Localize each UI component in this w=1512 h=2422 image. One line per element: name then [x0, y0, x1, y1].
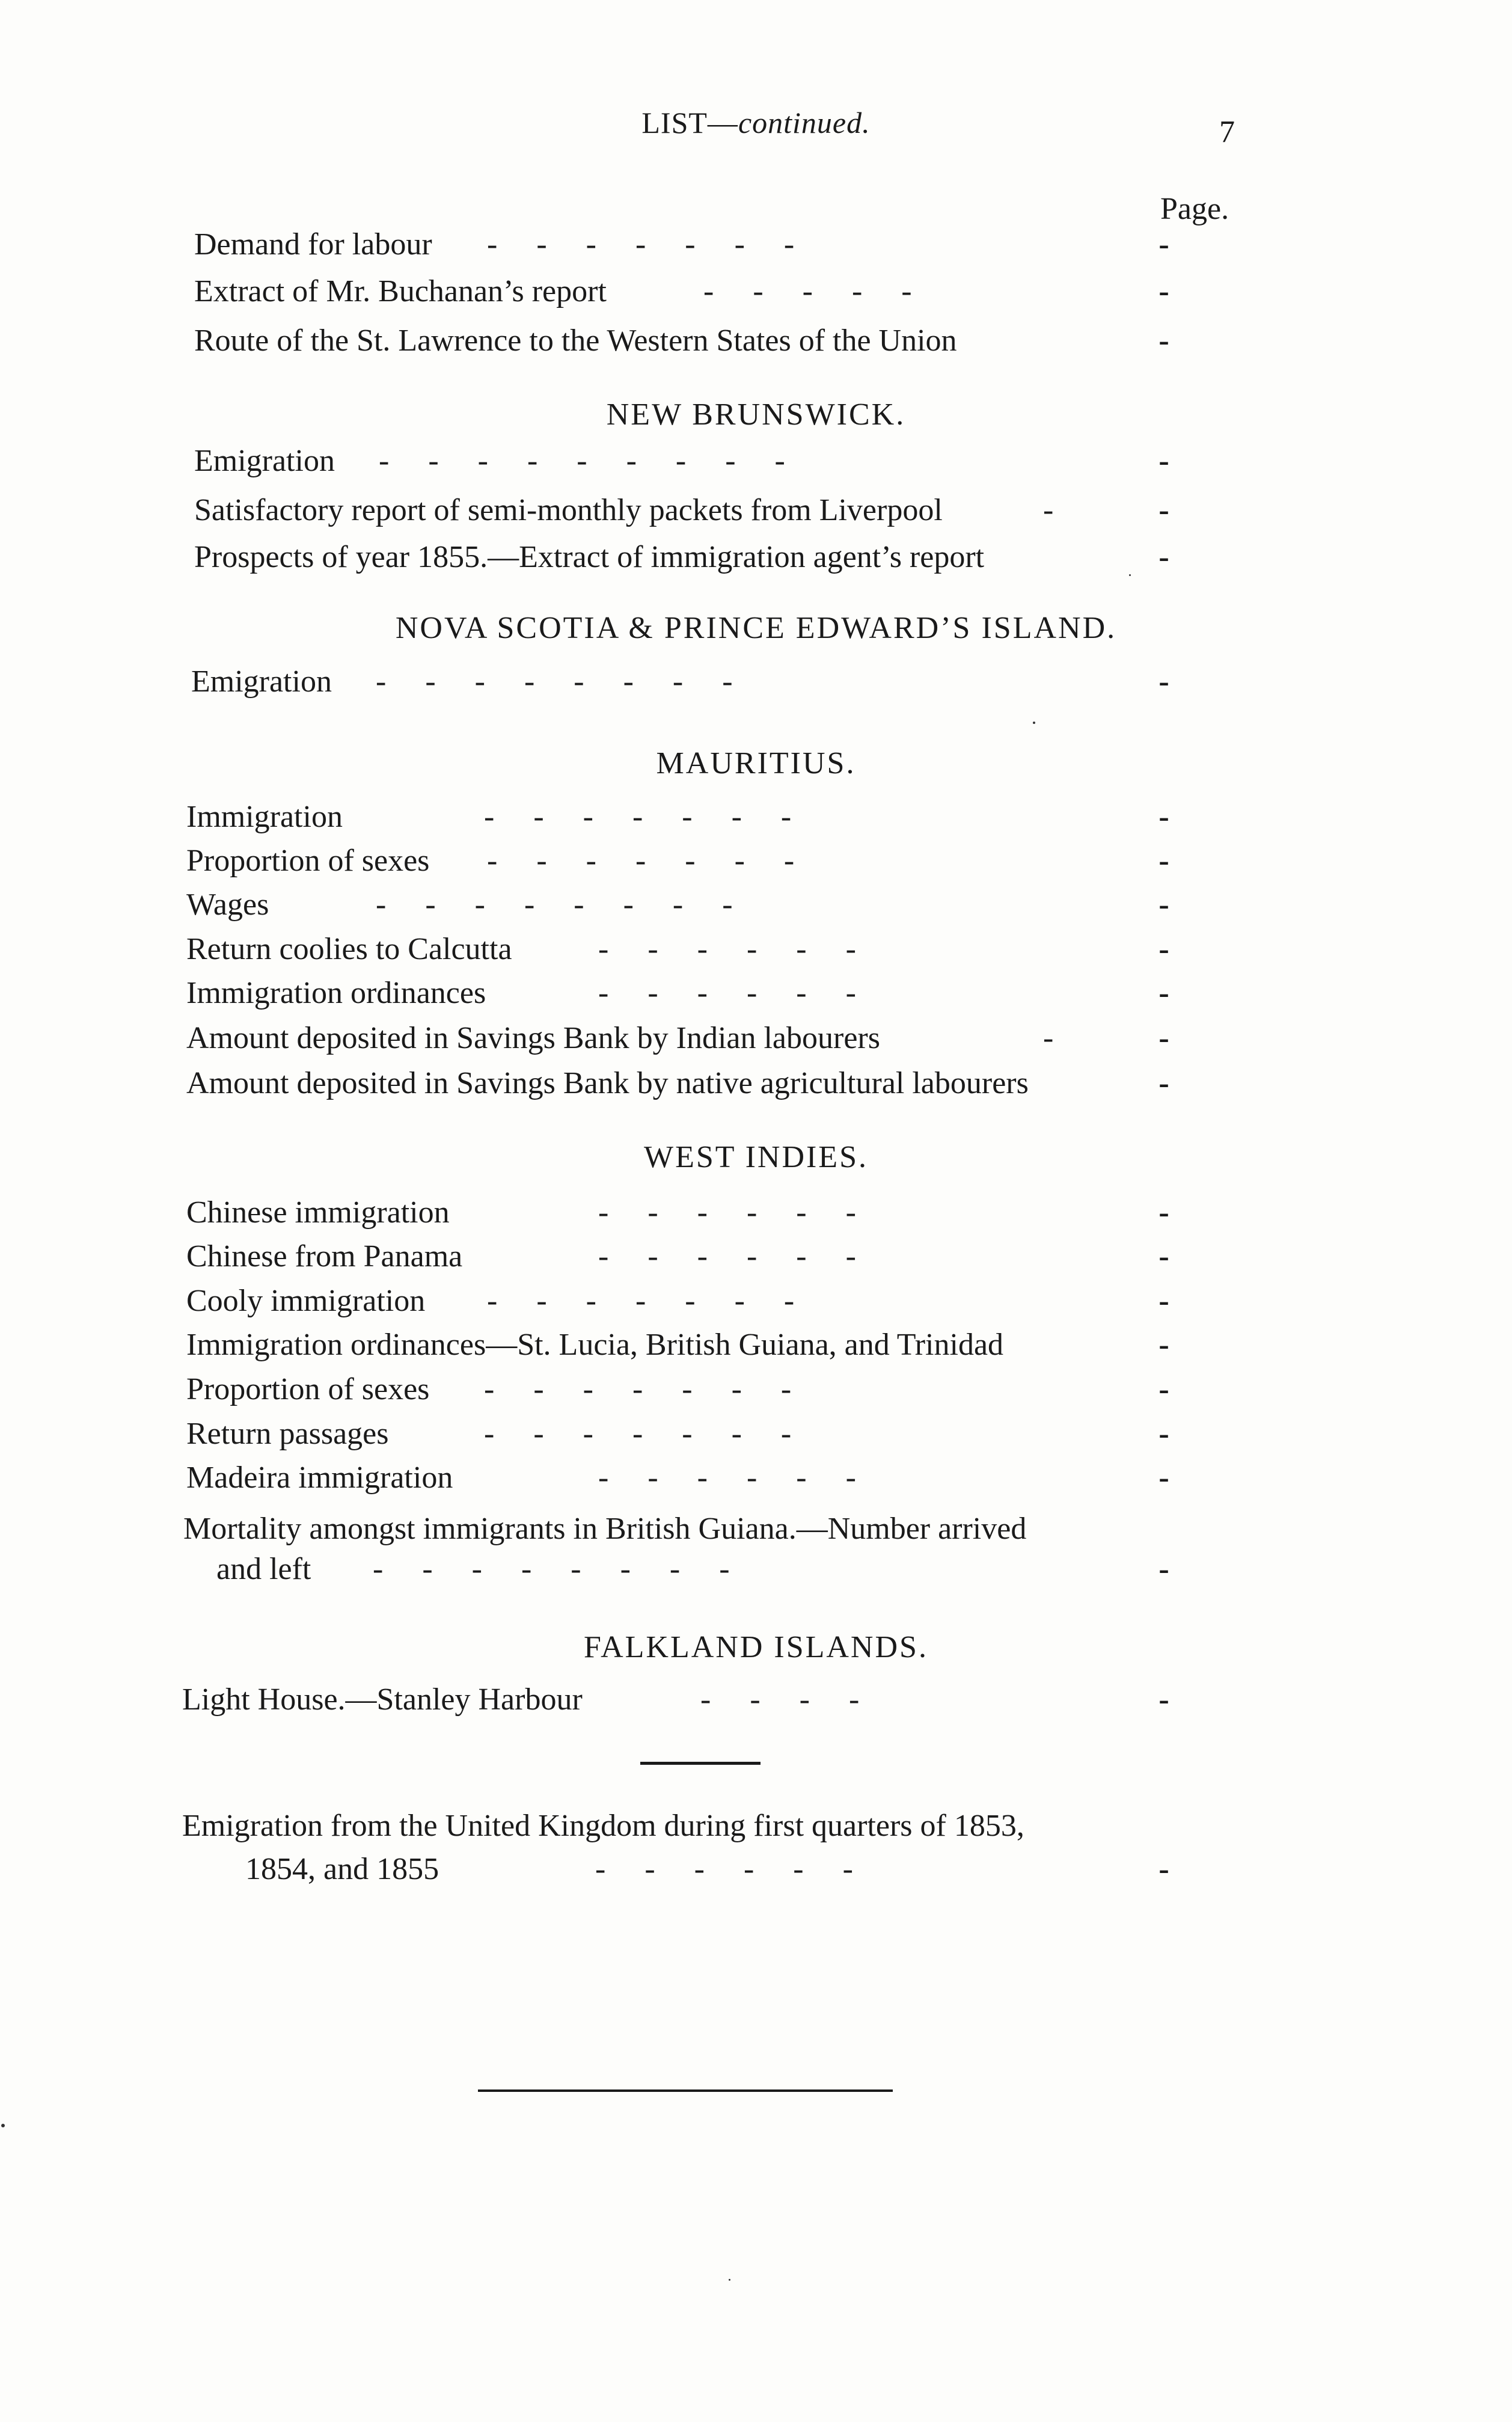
page-number: 7: [1219, 115, 1235, 149]
entry-title: Immigration: [186, 800, 343, 834]
dot-leader: - - - - - -: [598, 976, 856, 1010]
toc-entry: [0, 1412, 1184, 1456]
dot-leader: - - - - - - - -: [373, 1552, 730, 1586]
toc-entry: [0, 1367, 1184, 1412]
entry-title: Return coolies to Calcutta: [186, 932, 512, 966]
entry-title: Prospects of year 1855.—Extract of immigration agent’s report: [194, 540, 985, 574]
toc-entry: [0, 1191, 1184, 1235]
entry-title: Wages: [186, 888, 269, 922]
entry-page: -: [1158, 800, 1169, 834]
entry-page: -: [1158, 1552, 1169, 1586]
entry-title: Demand for labour: [194, 227, 432, 262]
dot-leader: - - - - - -: [598, 1461, 856, 1495]
toc-entry: [0, 660, 1184, 704]
entry-page: -: [1158, 976, 1169, 1010]
entry-title: Chinese from Panama: [186, 1239, 463, 1274]
dot-leader: - - - - - -: [595, 1852, 853, 1886]
dot-leader: -: [1043, 493, 1054, 527]
section-heading-west-indies: WEST INDIES.: [643, 1140, 868, 1174]
toc-entry: [0, 1804, 1184, 1848]
entry-page: -: [1158, 1682, 1169, 1717]
toc-entry: [0, 1016, 1184, 1061]
entry-page: -: [1158, 1239, 1169, 1274]
entry-page: -: [1158, 1021, 1169, 1055]
entry-title: Satisfactory report of semi-monthly packets from Liverpool: [194, 493, 943, 527]
dot-leader: - - - - - - - -: [376, 664, 733, 699]
toc-entry: [0, 269, 1184, 314]
toc-entry: [0, 319, 1184, 363]
dot-leader: - - - - -: [703, 274, 912, 308]
closing-rule: [478, 2089, 893, 2092]
entry-page: -: [1158, 274, 1169, 308]
dot-leader: - - - - - -: [598, 1195, 856, 1230]
entry-page: -: [1158, 1328, 1169, 1362]
entry-page: -: [1158, 444, 1169, 478]
dot-leader: - - - -: [700, 1682, 860, 1717]
entry-title: Emigration: [191, 664, 332, 699]
dot-leader: - - - - - - -: [487, 844, 795, 878]
section-heading-new-brunswick: NEW BRUNSWICK.: [606, 397, 906, 432]
entry-title: Proportion of sexes: [186, 1372, 430, 1406]
toc-entry: [0, 1456, 1184, 1500]
section-heading-nova-scotia: NOVA SCOTIA & PRINCE EDWARD’S ISLAND.: [395, 611, 1117, 645]
running-head: [0, 105, 1512, 140]
toc-entry: [0, 1234, 1184, 1279]
entry-page: -: [1158, 323, 1169, 358]
dot-leader: - - - - - - - - -: [379, 444, 785, 478]
dot-leader: - - - - - - -: [484, 1417, 792, 1451]
scan-speck: [1129, 574, 1131, 576]
entry-title: Return passages: [186, 1417, 389, 1451]
toc-entry: [0, 927, 1184, 972]
toc-entry: [0, 971, 1184, 1016]
section-heading-mauritius: MAURITIUS.: [656, 746, 856, 780]
toc-entry: [0, 1847, 1184, 1892]
scan-speck: [1033, 722, 1035, 724]
toc-entry: [0, 883, 1184, 927]
entry-title: Cooly immigration: [186, 1284, 426, 1318]
toc-entry: [0, 1507, 1184, 1551]
entry-title: Amount deposited in Savings Bank by native agricultural labourers: [186, 1066, 1029, 1100]
running-head-prefix: LIST—: [641, 106, 738, 139]
entry-page: -: [1158, 1066, 1169, 1100]
entry-page: -: [1158, 1852, 1169, 1886]
entry-title: Amount deposited in Savings Bank by Indian labourers: [186, 1021, 880, 1055]
dot-leader: - - - - - -: [598, 1239, 856, 1274]
toc-entry: [0, 1279, 1184, 1323]
toc-entry: [0, 1323, 1184, 1367]
section-heading-falkland-islands: FALKLAND ISLANDS.: [584, 1630, 928, 1664]
entry-title: Proportion of sexes: [186, 844, 430, 878]
entry-page: -: [1158, 1195, 1169, 1230]
toc-entry: [0, 839, 1184, 883]
entry-title: Immigration ordinances: [186, 976, 486, 1010]
toc-entry: [0, 795, 1184, 839]
scan-speck: [1, 2124, 5, 2127]
entry-title: Chinese immigration: [186, 1195, 450, 1230]
entry-page: -: [1158, 932, 1169, 966]
entry-page: -: [1158, 888, 1169, 922]
scan-speck: [729, 2279, 730, 2281]
dot-leader: - - - - - - -: [484, 800, 792, 834]
dot-leader: - - - - - - -: [484, 1372, 792, 1406]
entry-title: Emigration from the United Kingdom during first quarters of 1853,: [182, 1809, 1024, 1843]
entry-title: Light House.—Stanley Harbour: [182, 1682, 583, 1717]
dot-leader: - - - - - - - -: [376, 888, 733, 922]
entry-page: -: [1158, 540, 1169, 574]
toc-entry: [0, 1547, 1184, 1592]
dot-leader: - - - - - - -: [487, 227, 795, 262]
entry-page: -: [1158, 227, 1169, 262]
entry-title: Madeira immigration: [186, 1461, 453, 1495]
toc-entry: [0, 535, 1184, 580]
toc-entry: [0, 1678, 1184, 1722]
running-head-continued: continued.: [738, 106, 871, 139]
entry-title: Immigration ordinances—St. Lucia, British Guiana, and Trinidad: [186, 1328, 1004, 1362]
toc-entry: [0, 1061, 1184, 1106]
entry-title: Route of the St. Lawrence to the Western States of the Union: [194, 323, 957, 358]
entry-page: -: [1158, 1461, 1169, 1495]
entry-page: -: [1158, 664, 1169, 699]
entry-page: -: [1158, 844, 1169, 878]
entry-title: Extract of Mr. Buchanan’s report: [194, 274, 607, 308]
dot-leader: - - - - - -: [598, 932, 856, 966]
entry-title: Emigration: [194, 444, 335, 478]
page-column-label: Page.: [1160, 192, 1229, 226]
toc-entry: [0, 488, 1184, 533]
dot-leader: - - - - - - -: [487, 1284, 795, 1318]
toc-entry: [0, 222, 1184, 267]
toc-entry: [0, 439, 1184, 483]
entry-page: -: [1158, 1372, 1169, 1406]
entry-page: -: [1158, 493, 1169, 527]
entry-title: and left: [216, 1552, 311, 1586]
dot-leader: -: [1043, 1021, 1054, 1055]
entry-page: -: [1158, 1284, 1169, 1318]
entry-title: Mortality amongst immigrants in British Guiana.—Number arrived: [183, 1512, 1027, 1546]
entry-page: -: [1158, 1417, 1169, 1451]
section-divider: [640, 1762, 761, 1765]
entry-title: 1854, and 1855: [245, 1852, 439, 1886]
